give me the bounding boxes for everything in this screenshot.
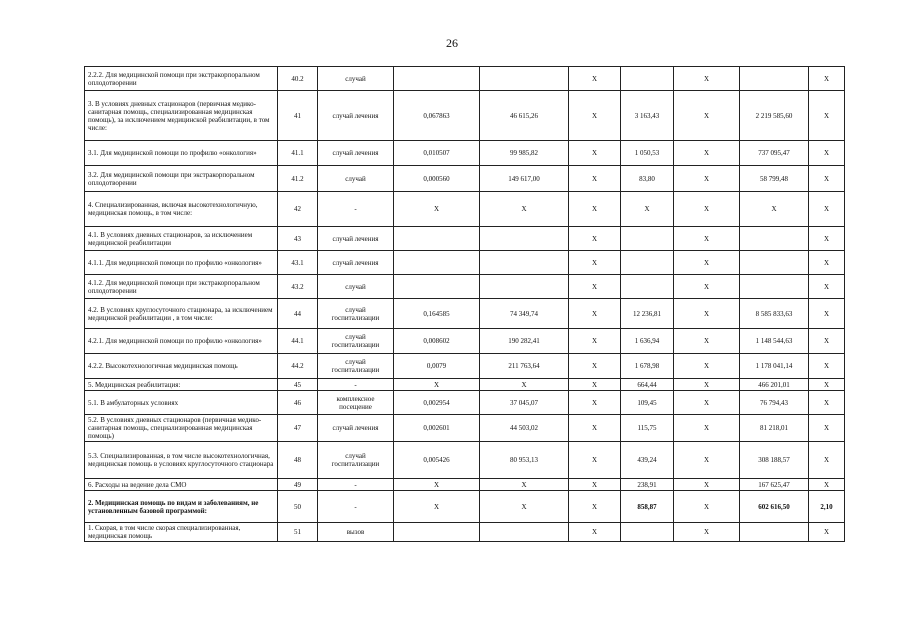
table-cell: X [569, 491, 621, 523]
table-row [85, 415, 845, 442]
table-cell: 3.2. Для медицинской помощи при экстракорпоральном оплодотворении [85, 166, 278, 192]
table-cell: - [318, 479, 394, 491]
table-cell: X [674, 166, 740, 192]
table-cell: X [621, 192, 674, 227]
table-cell: X [809, 192, 845, 227]
table-cell: X [394, 192, 480, 227]
table-cell: случай госпитализации [318, 299, 394, 329]
table-cell: 0,000560 [394, 166, 480, 192]
table-cell: 858,87 [621, 491, 674, 523]
table-cell: 466 201,01 [740, 379, 809, 391]
table-cell: 4.2. В условиях круглосуточного стационара, за исключением медицинской реабилитации , в том числе: [85, 299, 278, 329]
table-cell: 5.3. Специализированная, в том числе высокотехнологичная, медицинская помощь в условиях круглосуточного стационара [85, 442, 278, 479]
table-cell: X [480, 479, 569, 491]
table-cell: X [674, 251, 740, 275]
table-cell: X [569, 479, 621, 491]
table-row [85, 91, 845, 141]
table-cell: случай лечения [318, 415, 394, 442]
table-cell: 664,44 [621, 379, 674, 391]
table-cell: 4.2.1. Для медицинской помощи по профилю «онкология» [85, 329, 278, 354]
table-cell: 3.1. Для медицинской помощи по профилю «онкология» [85, 141, 278, 166]
table-cell: 2.2.2. Для медицинской помощи при экстракорпоральном оплодотворении [85, 67, 278, 91]
table-cell: X [809, 141, 845, 166]
table-cell: 80 953,13 [480, 442, 569, 479]
table-cell: 12 236,81 [621, 299, 674, 329]
table-cell: 76 794,43 [740, 391, 809, 415]
table-cell: случай [318, 166, 394, 192]
table-cell: случай госпитализации [318, 442, 394, 479]
table-cell: 44 [278, 299, 318, 329]
table-cell: 40.2 [278, 67, 318, 91]
table-cell: X [569, 299, 621, 329]
table-cell: X [809, 354, 845, 379]
table-cell: 4.1. В условиях дневных стационаров, за исключением медицинской реабилитации [85, 227, 278, 251]
table-cell [480, 251, 569, 275]
table-cell: случай [318, 275, 394, 299]
table-cell: X [809, 479, 845, 491]
table-cell [394, 67, 480, 91]
table-cell: 5.2. В условиях дневных стационаров (первичная медико-санитарная помощь, специализированная медицинская помощь) [85, 415, 278, 442]
table-cell: 58 799,48 [740, 166, 809, 192]
table-cell: X [674, 523, 740, 542]
table-cell: 1 636,94 [621, 329, 674, 354]
table-cell: X [569, 415, 621, 442]
table-cell: 115,75 [621, 415, 674, 442]
table-cell: X [674, 141, 740, 166]
table-cell: X [809, 67, 845, 91]
table-cell: 0,005426 [394, 442, 480, 479]
table-cell [740, 227, 809, 251]
table-cell [394, 523, 480, 542]
table-cell: - [318, 192, 394, 227]
table-cell [394, 251, 480, 275]
table-cell: X [809, 442, 845, 479]
table-cell: 1 678,98 [621, 354, 674, 379]
table-cell [621, 251, 674, 275]
table-row [85, 354, 845, 379]
table-row [85, 523, 845, 542]
table-cell [480, 227, 569, 251]
table-row [85, 192, 845, 227]
table-cell: 602 616,50 [740, 491, 809, 523]
table-cell: 211 763,64 [480, 354, 569, 379]
table-cell [621, 67, 674, 91]
table-cell: 1 178 041,14 [740, 354, 809, 379]
table-cell: 4.2.2. Высокотехнологичная медицинская помощь [85, 354, 278, 379]
table-cell: X [809, 391, 845, 415]
table-cell: 2. Медицинская помощь по видам и заболеваниям, не установленным базовой программой: [85, 491, 278, 523]
table-cell: X [569, 391, 621, 415]
table-cell: случай лечения [318, 227, 394, 251]
table-cell: 48 [278, 442, 318, 479]
table-cell: 0,0079 [394, 354, 480, 379]
table-cell: X [569, 251, 621, 275]
table-cell: 37 045,07 [480, 391, 569, 415]
table-cell: 81 218,01 [740, 415, 809, 442]
table-cell: X [569, 67, 621, 91]
table-row [85, 141, 845, 166]
table-cell: X [809, 91, 845, 141]
table-cell: 149 617,00 [480, 166, 569, 192]
table-cell: X [569, 275, 621, 299]
table-cell: 99 985,82 [480, 141, 569, 166]
table-cell: 51 [278, 523, 318, 542]
table-cell: 3. В условиях дневных стационаров (первичная медико-санитарная помощь, специализированная медицинская помощь), за исключением медицинской реабилитации, в том числе: [85, 91, 278, 141]
table-cell: X [809, 379, 845, 391]
table-cell: 8 585 833,63 [740, 299, 809, 329]
table-cell: 0,164585 [394, 299, 480, 329]
table-cell [740, 275, 809, 299]
table-cell [480, 67, 569, 91]
table-cell: случай лечения [318, 141, 394, 166]
table-cell: X [674, 67, 740, 91]
table-cell: X [809, 329, 845, 354]
table-cell: X [809, 415, 845, 442]
table-cell [740, 251, 809, 275]
table-cell [621, 227, 674, 251]
table-cell: 238,91 [621, 479, 674, 491]
table-row [85, 379, 845, 391]
table-cell: X [809, 523, 845, 542]
table-cell: вызов [318, 523, 394, 542]
table-row [85, 329, 845, 354]
table-cell: X [674, 354, 740, 379]
table-cell: случай лечения [318, 251, 394, 275]
table-cell: 47 [278, 415, 318, 442]
table-cell: 0,002601 [394, 415, 480, 442]
table-cell: X [394, 479, 480, 491]
table-cell: 45 [278, 379, 318, 391]
table-cell: 44.2 [278, 354, 318, 379]
table-cell: 109,45 [621, 391, 674, 415]
table-cell: X [809, 227, 845, 251]
table-cell: X [569, 523, 621, 542]
table-row [85, 251, 845, 275]
table-cell: X [674, 192, 740, 227]
page-number: 26 [446, 36, 458, 50]
table-cell: 0,067863 [394, 91, 480, 141]
table-cell [480, 275, 569, 299]
table-cell: X [674, 227, 740, 251]
table-cell: 74 349,74 [480, 299, 569, 329]
table-cell: X [674, 415, 740, 442]
table-cell: 5.1. В амбулаторных условиях [85, 391, 278, 415]
table-cell: X [569, 329, 621, 354]
table-cell: 3 163,43 [621, 91, 674, 141]
table-cell: 439,24 [621, 442, 674, 479]
table-cell: X [394, 491, 480, 523]
table-cell: X [569, 379, 621, 391]
table-cell: X [569, 227, 621, 251]
table-row [85, 67, 845, 91]
table-cell: 2 219 585,60 [740, 91, 809, 141]
table-cell: X [674, 379, 740, 391]
table-cell: 41.1 [278, 141, 318, 166]
table-row [85, 491, 845, 523]
table-cell: X [569, 91, 621, 141]
table-cell: 43 [278, 227, 318, 251]
table-cell: 190 282,41 [480, 329, 569, 354]
table-cell: 0,002954 [394, 391, 480, 415]
table-cell: 167 625,47 [740, 479, 809, 491]
table-cell: - [318, 379, 394, 391]
table-cell: комплексное посещение [318, 391, 394, 415]
table-cell: 43.2 [278, 275, 318, 299]
table-cell: X [674, 275, 740, 299]
table-row [85, 299, 845, 329]
table-cell: 44.1 [278, 329, 318, 354]
table-cell [621, 523, 674, 542]
table-cell [394, 275, 480, 299]
table-cell: X [480, 192, 569, 227]
table-cell: X [674, 491, 740, 523]
table-cell: X [674, 299, 740, 329]
table-cell: 6. Расходы на ведение дела СМО [85, 479, 278, 491]
table-cell: 50 [278, 491, 318, 523]
table-cell: X [674, 479, 740, 491]
table-cell: 4.1.1. Для медицинской помощи по профилю «онкология» [85, 251, 278, 275]
table-cell: 42 [278, 192, 318, 227]
table-cell: 49 [278, 479, 318, 491]
table-cell: 1. Скорая, в том числе скорая специализированная, медицинская помощь [85, 523, 278, 542]
table-cell: X [569, 166, 621, 192]
table-cell: 41.2 [278, 166, 318, 192]
table-cell: 1 148 544,63 [740, 329, 809, 354]
table-cell: X [569, 442, 621, 479]
table-cell: 0,008602 [394, 329, 480, 354]
table-cell: 46 615,26 [480, 91, 569, 141]
table-cell: X [809, 299, 845, 329]
table-cell [621, 275, 674, 299]
table-cell: 43.1 [278, 251, 318, 275]
table-cell: X [569, 192, 621, 227]
table-cell: 1 050,53 [621, 141, 674, 166]
table-row [85, 166, 845, 192]
table-cell [740, 67, 809, 91]
table-cell: 4.1.2. Для медицинской помощи при экстракорпоральном оплодотворении [85, 275, 278, 299]
table-cell: X [674, 91, 740, 141]
table-cell: X [809, 251, 845, 275]
table-row [85, 479, 845, 491]
table-cell: X [809, 275, 845, 299]
table-cell: 4. Специализированная, включая высокотехнологичную, медицинская помощь, в том числе: [85, 192, 278, 227]
table-cell: X [740, 192, 809, 227]
data-table [84, 66, 845, 542]
table-cell: X [674, 442, 740, 479]
table-cell: 83,80 [621, 166, 674, 192]
table-row [85, 442, 845, 479]
table-cell: X [480, 379, 569, 391]
table-cell: случай [318, 67, 394, 91]
table-row [85, 391, 845, 415]
table-cell: 41 [278, 91, 318, 141]
table-cell: 0,010507 [394, 141, 480, 166]
table-cell: 308 188,57 [740, 442, 809, 479]
table-cell: 2,10 [809, 491, 845, 523]
table-cell: X [569, 141, 621, 166]
table-cell: X [480, 491, 569, 523]
table-cell [480, 523, 569, 542]
table-cell: 5. Медицинская реабилитация: [85, 379, 278, 391]
table-row [85, 275, 845, 299]
table-cell: 44 503,02 [480, 415, 569, 442]
table-cell [394, 227, 480, 251]
table-cell [740, 523, 809, 542]
table-cell: X [674, 329, 740, 354]
table-cell: случай госпитализации [318, 354, 394, 379]
table-cell: X [674, 391, 740, 415]
table-cell: X [569, 354, 621, 379]
table-row [85, 227, 845, 251]
table-cell: случай госпитализации [318, 329, 394, 354]
table-cell: случай лечения [318, 91, 394, 141]
table-cell: X [809, 166, 845, 192]
table-cell: 737 095,47 [740, 141, 809, 166]
table-cell: 46 [278, 391, 318, 415]
table-cell: X [394, 379, 480, 391]
table-cell: - [318, 491, 394, 523]
